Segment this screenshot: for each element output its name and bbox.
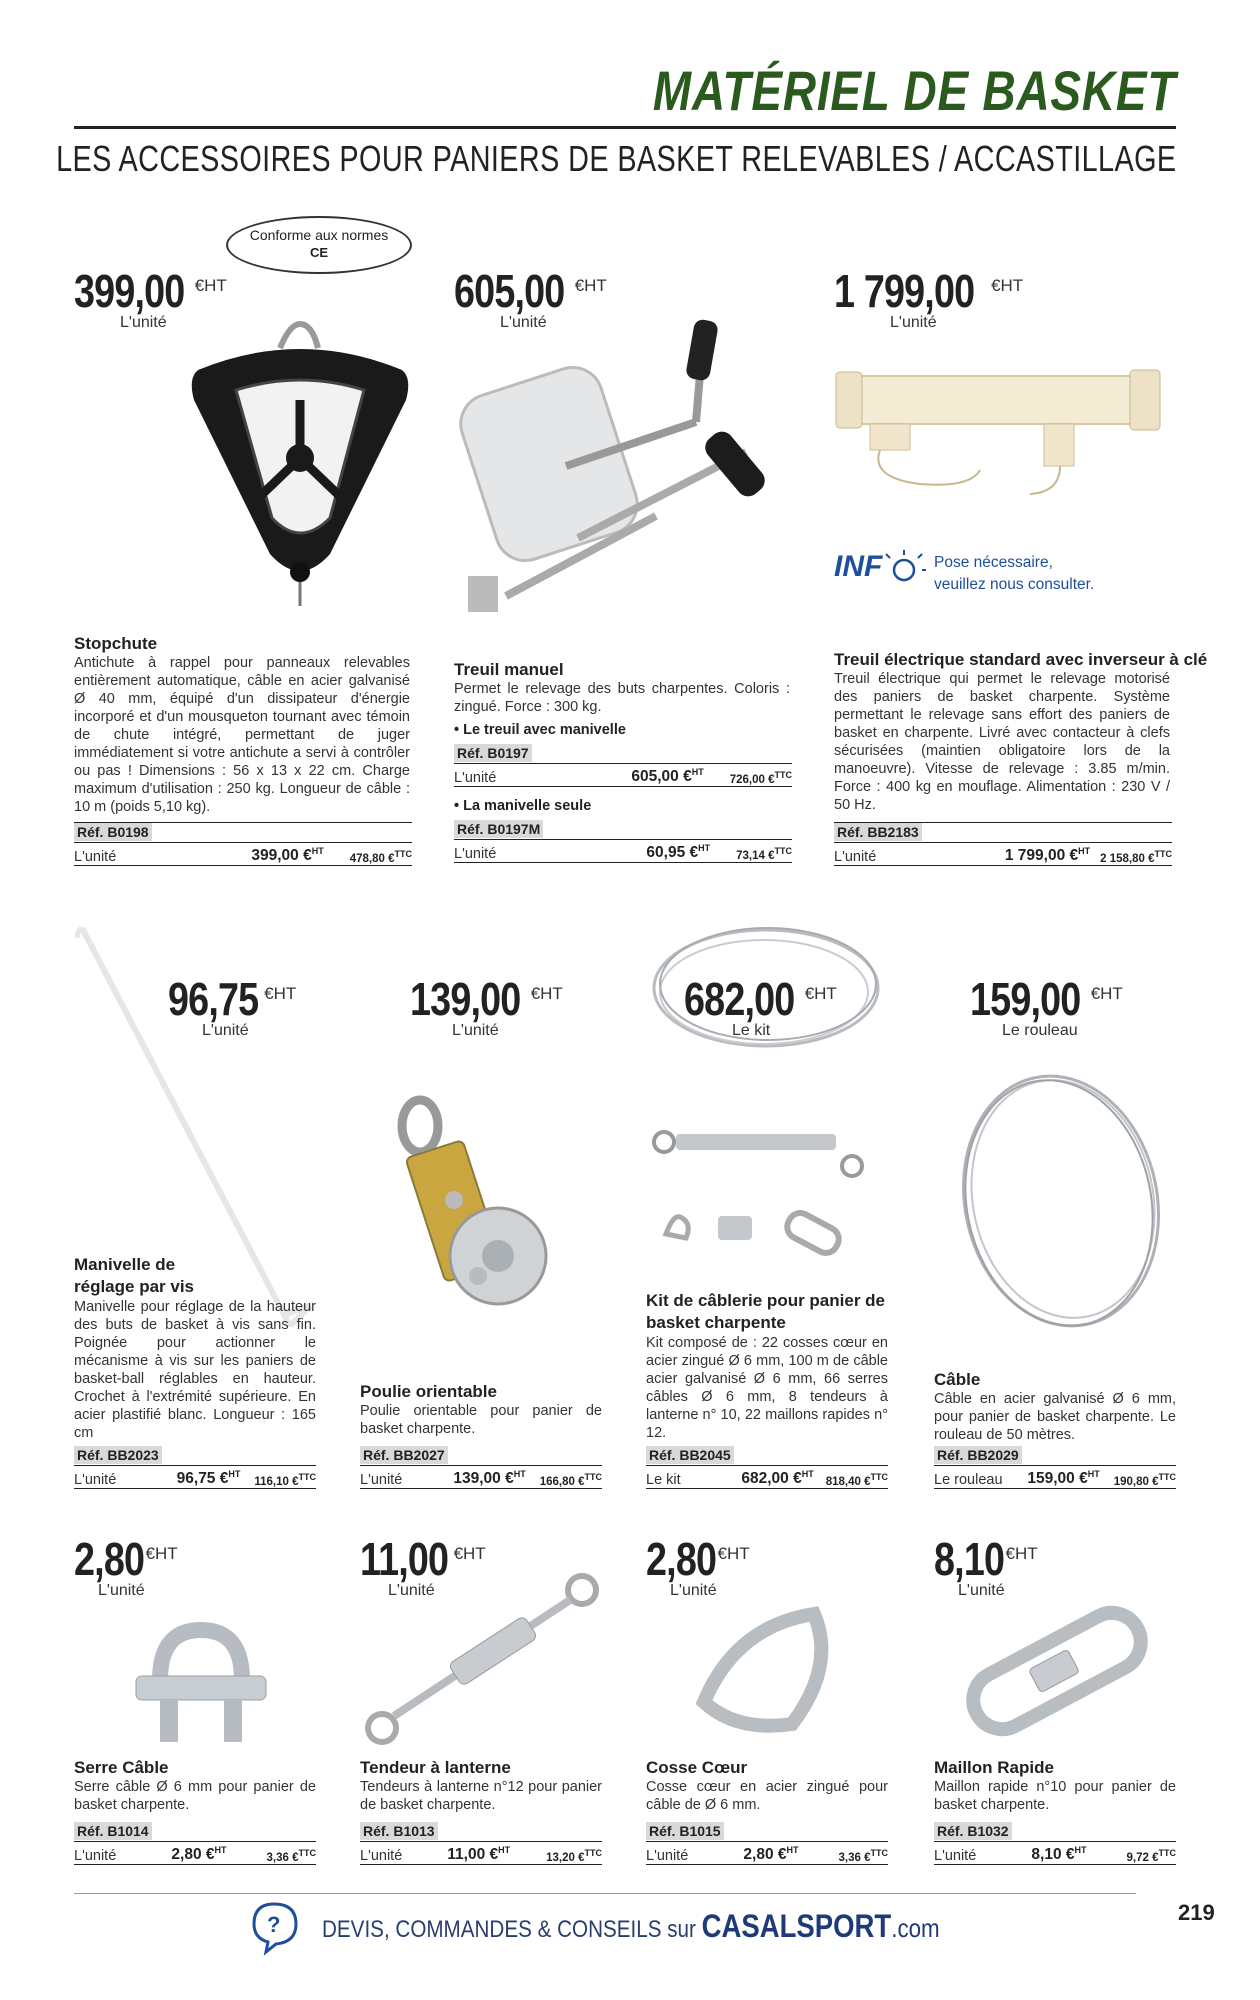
price-row-manivelle-seule: L'unité 60,95 €$^{HT}$ 73,14 €$^{TTC}$ (454, 840, 792, 863)
price-ht: 11,00 €$^{HT}$ (447, 1844, 511, 1863)
price-manivelle (168, 972, 296, 1040)
product-desc-manivelle: Manivelle pour réglage de la hauteur des buts de basket à vis sans fin. Poignée pour actionner le mécanisme à vis sur les paniers de basket-ball réglables en hauteur. Crochet à l'extrémité supérieure. En acier plastifié blanc. Longueur : 165 cm (74, 1299, 316, 1441)
product-desc-cable: Câble en acier galvanisé Ø 6 mm, pour panier de basket charpente. Le rouleau de 50 mètres. (934, 1391, 1176, 1443)
price-currency: €HT (530, 984, 563, 1003)
footer-contact: DEVIS, COMMANDES & CONSEILS sur CASALSPORT.com (322, 1908, 940, 1944)
ref-poulie: Réf. BB2027 (360, 1446, 448, 1464)
price-ht: 96,75 €$^{HT}$ (176, 1468, 241, 1487)
price-row-stopchute: L'unité 399,00 €$^{HT}$ 478,80 €$^{TTC}$ (74, 843, 412, 866)
cosse-image (696, 1606, 846, 1736)
ref-block-cosse (646, 1822, 888, 1865)
ref-stopchute: Réf. B0198 (74, 823, 152, 841)
treuil-electrique-image (830, 366, 1170, 500)
price-row-kit: Le kit 682,00 €$^{HT}$ 818,40 €$^{TTC}$ (646, 1466, 888, 1489)
ref-block-maillon (934, 1822, 1176, 1865)
price-value: 96,75 (168, 973, 259, 1025)
price-row-cable: Le rouleau 159,00 €$^{HT}$ 190,80 €$^{TTC}$ (934, 1466, 1176, 1489)
price-currency: €HT (717, 1544, 750, 1563)
price-value: 2,80 (646, 1533, 717, 1585)
price-ttc: 9,72 €$^{TTC}$ (1126, 1848, 1176, 1864)
price-value: 159,00 (970, 973, 1081, 1025)
price-row-poulie: L'unité 139,00 €$^{HT}$ 166,80 €$^{TTC}$ (360, 1466, 602, 1489)
ce-badge-line1: Conforme aux normes (249, 227, 389, 243)
price-row-cosse: L'unité 2,80 €$^{HT}$ 3,36 €$^{TTC}$ (646, 1842, 888, 1865)
price-unit: L'unité (202, 1022, 249, 1039)
price-ttc: 3,36 €$^{TTC}$ (838, 1848, 888, 1864)
price-cosse (646, 1532, 750, 1600)
ref-tendeur: Réf. B1013 (360, 1822, 438, 1840)
product-desc-tendeur: Tendeurs à lanterne n°12 pour panier de basket charpente. (360, 1779, 602, 1813)
ref-block-kit (646, 1446, 888, 1489)
product-name-treuil-electrique: Treuil électrique standard avec inverseur à clé (834, 650, 1208, 669)
ref-cable: Réf. BB2029 (934, 1446, 1022, 1464)
price-ttc: 2 158,80 €$^{TTC}$ (1100, 849, 1172, 865)
price-ht: 60,95 €$^{HT}$ (646, 842, 711, 861)
price-currency: €HT (145, 1544, 178, 1563)
ref-serre-cable: Réf. B1014 (74, 1822, 152, 1840)
ce-conformity-badge (226, 216, 412, 274)
price-ht: 605,00 €$^{HT}$ (631, 766, 704, 785)
chat-question-icon (248, 1900, 304, 1956)
price-unit: Le kit (732, 1022, 771, 1039)
price-ttc: 726,00 €$^{TTC}$ (729, 770, 792, 786)
price-currency: €HT (991, 276, 1024, 295)
price-ht: 8,10 €$^{HT}$ (1031, 1844, 1087, 1863)
price-value: 605,00 (454, 265, 565, 317)
ref-block-tendeur (360, 1822, 602, 1865)
price-row-manivelle: L'unité 96,75 €$^{HT}$ 116,10 €$^{TTC}$ (74, 1466, 316, 1489)
product-desc-serre-cable: Serre câble Ø 6 mm pour panier de basket charpente. (74, 1779, 316, 1813)
ce-badge-line2: CE (309, 245, 329, 260)
price-unit: L'unité (890, 314, 937, 331)
price-kit (684, 972, 837, 1040)
page-subtitle: LES ACCESSOIRES POUR PANIERS DE BASKET RELEVABLES / ACCASTILLAGE (55, 138, 1176, 179)
price-serre-cable (74, 1532, 178, 1600)
product-name-maillon: Maillon Rapide (934, 1758, 1054, 1777)
product-name-treuil-manuel: Treuil manuel (454, 660, 564, 679)
price-poulie (410, 972, 563, 1040)
ref-cosse: Réf. B1015 (646, 1822, 724, 1840)
ref-manivelle: Réf. BB2023 (74, 1446, 162, 1464)
ref-block-stopchute (74, 822, 412, 866)
product-name-stopchute: Stopchute (74, 634, 158, 653)
price-maillon (934, 1532, 1038, 1600)
product-desc-treuil-electrique: Treuil électrique qui permet le relevage motorisé des paniers de basket charpente. Système permettant le relevage sans effort des paniers de basket en charpente. Livré avec contacteur à clefs sécurisées (maintien obligatoire lors de la manoeuvre). Vitesse de relevage : 3.85 m/min. Force : 400 kg en mouflage. Alimentation : 230 V / 50 Hz. (834, 671, 1170, 813)
price-unit: Le rouleau (1002, 1022, 1078, 1039)
title-divider (74, 126, 1176, 129)
ref-treuil: Réf. B0197 (454, 744, 532, 762)
price-value: 682,00 (684, 973, 795, 1025)
price-ht: 139,00 €$^{HT}$ (453, 1468, 526, 1487)
product-desc-cosse: Cosse cœur en acier zingué pour câble de Ø 6 mm. (646, 1779, 888, 1813)
ref-block-treuil (454, 744, 792, 787)
cable-image (956, 1066, 1166, 1336)
ref-treuil-electrique: Réf. BB2183 (834, 823, 922, 841)
product-desc-maillon: Maillon rapide n°10 pour panier de basket charpente. (934, 1779, 1176, 1813)
product-desc-stopchute: Antichute à rappel pour panneaux relevables entièrement automatique, câble en acier galvanisé Ø 40 mm, équipé d'un dissipateur d'énergie incorporé et d'un mousqueton tournant avec témoin de chute intégré, permettant de juger immédiatement si votre antichute a servi à contrôler ou pas ! Dimensions : 56 x 13 x 22 cm. Charge maximum d'utilisation : 250 kg. Longueur de câble : 10 m (poids 5,10 kg). (74, 655, 410, 815)
product-name-tendeur: Tendeur à lanterne (360, 1758, 511, 1777)
ref-block-treuil-electrique (834, 822, 1172, 866)
price-ttc: 818,40 €$^{TTC}$ (825, 1472, 888, 1488)
price-cable (970, 972, 1123, 1040)
price-ttc: 73,14 €$^{TTC}$ (736, 846, 792, 862)
ref-kit: Réf. BB2045 (646, 1446, 734, 1464)
price-ht: 1 799,00 €$^{HT}$ (1004, 845, 1091, 864)
price-value: 399,00 (74, 265, 185, 317)
price-row-serre-cable: L'unité 2,80 €$^{HT}$ 3,36 €$^{TTC}$ (74, 1842, 316, 1865)
footer-divider (74, 1893, 1136, 1894)
price-row-maillon: L'unité 8,10 €$^{HT}$ 9,72 €$^{TTC}$ (934, 1842, 1176, 1865)
price-ht: 2,80 €$^{HT}$ (171, 1844, 227, 1863)
price-value: 2,80 (74, 1533, 145, 1585)
ref-block-manivelle-seule (454, 820, 792, 863)
price-unit: L'unité (388, 1582, 435, 1599)
option-treuil-avec-manivelle: • Le treuil avec manivelle (454, 722, 626, 738)
ref-block-serre-cable (74, 1822, 316, 1865)
info-badge-label: INF (834, 550, 883, 583)
stopchute-image (180, 318, 420, 608)
product-name-manivelle: Manivelle de réglage par vis (74, 1255, 195, 1296)
ref-manivelle-seule: Réf. B0197M (454, 820, 543, 838)
info-text: Pose nécessaire, veuillez nous consulter. (934, 554, 1095, 593)
page-number: 219 (1178, 1900, 1215, 1925)
maillon-image (946, 1596, 1166, 1746)
ref-maillon: Réf. B1032 (934, 1822, 1012, 1840)
price-ttc: 116,10 €$^{TTC}$ (254, 1472, 316, 1488)
tendeur-image (358, 1568, 608, 1748)
price-currency: €HT (453, 1544, 486, 1563)
price-ttc: 190,80 €$^{TTC}$ (1113, 1472, 1176, 1488)
product-desc-kit: Kit composé de : 22 cosses cœur en acier zingué Ø 6 mm, 100 m de câble acier galvanisé Ø 6 mm, 66 serres câbles Ø 6 mm, 8 tendeurs à lanterne n° 10, 22 maillons rapides n° 12. (646, 1335, 888, 1441)
price-ht: 159,00 €$^{HT}$ (1027, 1468, 1100, 1487)
price-value: 11,00 (360, 1533, 449, 1585)
product-name-serre-cable: Serre Câble (74, 1758, 169, 1777)
price-currency: €HT (1090, 984, 1123, 1003)
brand-casalsport[interactable]: CASALSPORT (701, 1908, 892, 1944)
product-desc-poulie: Poulie orientable pour panier de basket charpente. (360, 1403, 602, 1437)
price-ttc: 478,80 €$^{TTC}$ (349, 849, 412, 865)
price-row-treuil-electrique: L'unité 1 799,00 €$^{HT}$ 2 158,80 €$^{TTC}$ (834, 843, 1172, 866)
price-ttc: 3,36 €$^{TTC}$ (266, 1848, 316, 1864)
ref-block-cable (934, 1446, 1176, 1489)
price-value: 8,10 (934, 1533, 1005, 1585)
price-value: 1 799,00 (834, 265, 975, 317)
price-treuil-electrique (834, 264, 1023, 332)
product-name-poulie: Poulie orientable (360, 1382, 497, 1401)
treuil-manuel-image (456, 316, 796, 636)
ref-block-manivelle (74, 1446, 316, 1489)
ref-block-poulie (360, 1446, 602, 1489)
price-unit: L'unité (670, 1582, 717, 1599)
poulie-image (390, 1090, 570, 1330)
product-desc-treuil-manuel: Permet le relevage des buts charpentes. Coloris : zingué. Force : 300 kg. (454, 681, 790, 715)
page-title: MATÉRIEL DE BASKET (652, 59, 1176, 122)
price-ht: 399,00 €$^{HT}$ (251, 845, 324, 864)
price-unit: L'unité (98, 1582, 145, 1599)
option-manivelle-seule: • La manivelle seule (454, 798, 592, 814)
price-ht: 682,00 €$^{HT}$ (741, 1468, 814, 1487)
price-currency: €HT (574, 276, 607, 295)
product-name-cosse: Cosse Cœur (646, 1758, 748, 1777)
price-unit: L'unité (120, 314, 167, 331)
price-row-tendeur: L'unité 11,00 €$^{HT}$ 13,20 €$^{TTC}$ (360, 1842, 602, 1865)
price-ttc: 166,80 €$^{TTC}$ (539, 1472, 602, 1488)
price-unit: L'unité (500, 314, 547, 331)
svg-text:?: ? (267, 1912, 281, 1937)
price-currency: €HT (264, 984, 297, 1003)
price-unit: L'unité (958, 1582, 1005, 1599)
price-row-treuil: L'unité 605,00 €$^{HT}$ 726,00 €$^{TTC}$ (454, 764, 792, 787)
price-currency: €HT (1005, 1544, 1038, 1563)
serre-cable-image (126, 1620, 276, 1750)
product-name-cable: Câble (934, 1370, 981, 1389)
price-unit: L'unité (452, 1022, 499, 1039)
brand-domain[interactable]: .com (891, 1913, 940, 1943)
price-ht: 2,80 €$^{HT}$ (743, 1844, 799, 1863)
price-currency: €HT (804, 984, 837, 1003)
price-currency: €HT (194, 276, 227, 295)
price-ttc: 13,20 €$^{TTC}$ (546, 1848, 602, 1864)
product-name-kit: Kit de câblerie pour panier de basket charpente (646, 1291, 886, 1332)
price-value: 139,00 (410, 973, 521, 1025)
